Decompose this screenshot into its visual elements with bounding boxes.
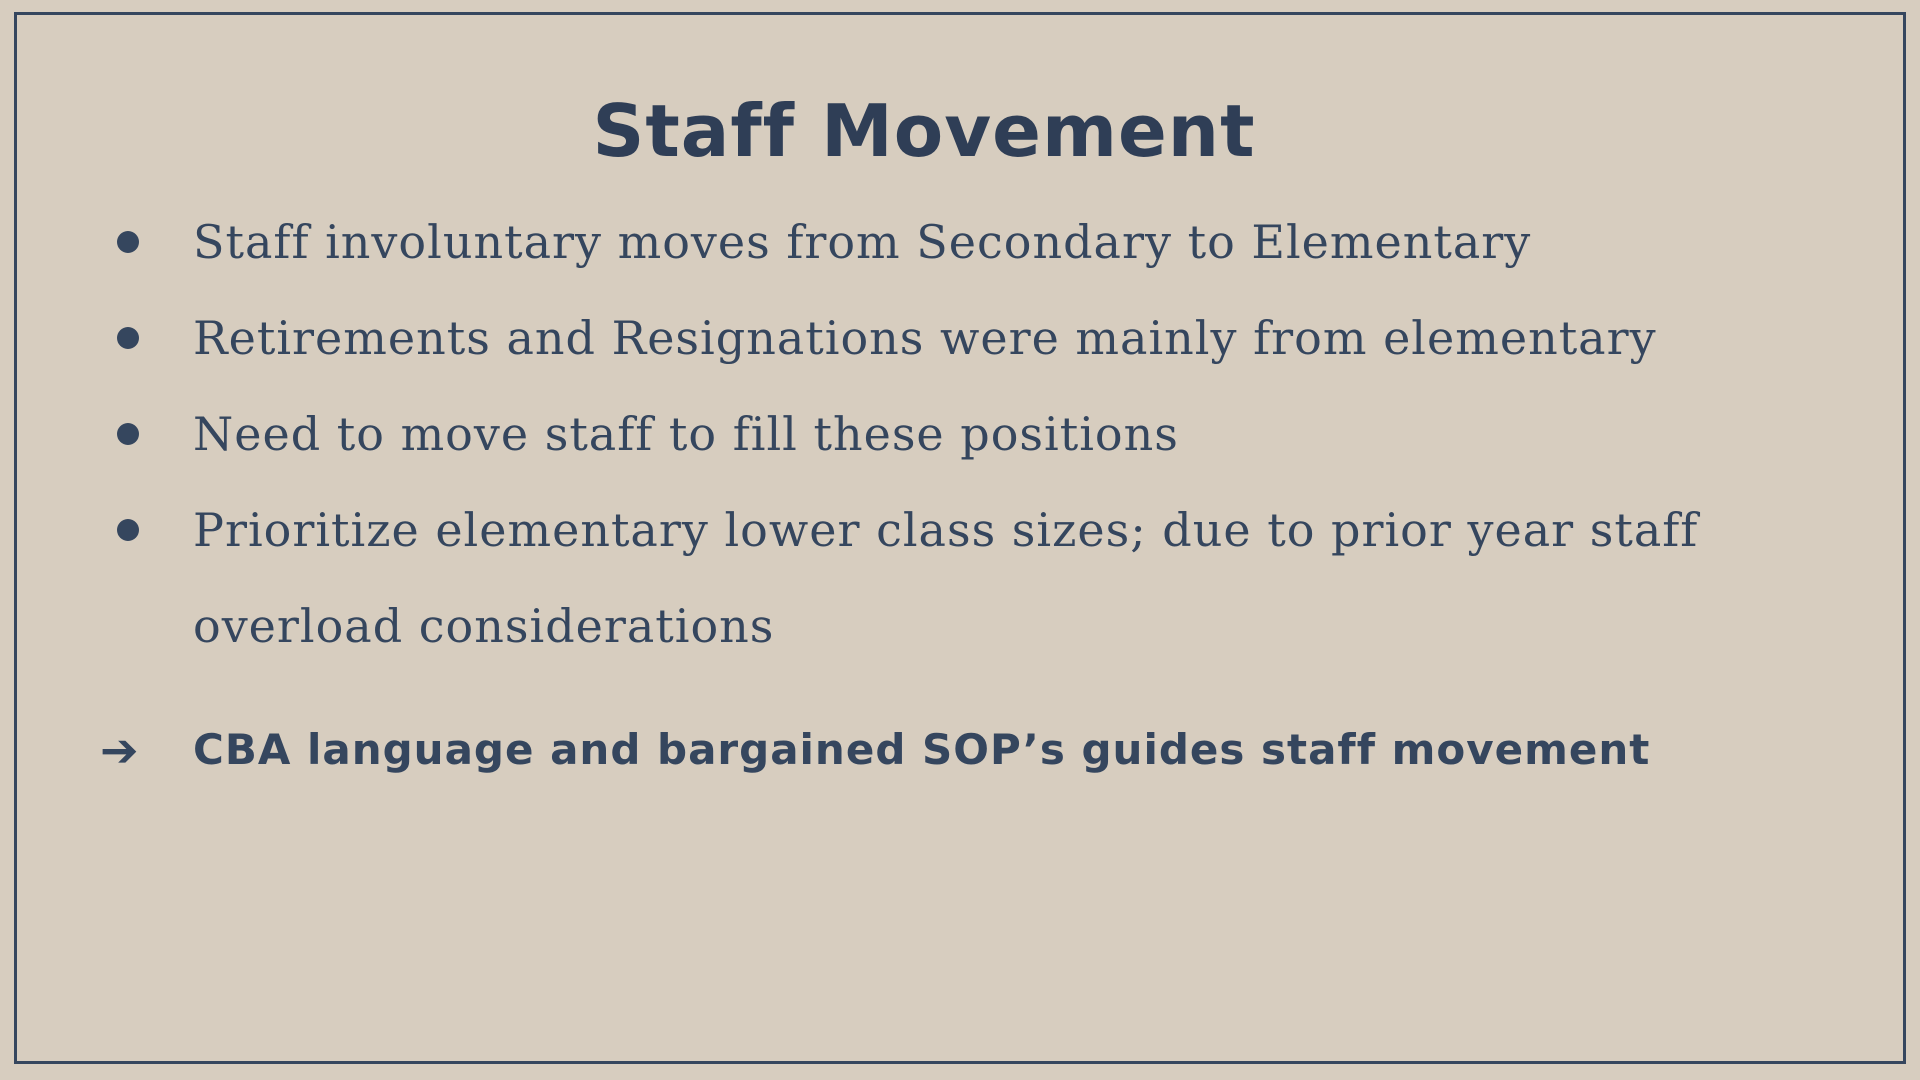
bullet-dot-icon [117, 423, 139, 445]
bullet-text: Need to move staff to fill these positions [193, 407, 1179, 461]
arrow-right-icon: ➔ [100, 723, 139, 777]
bullet-item [0, 386, 1920, 482]
bullet-item [0, 290, 1920, 386]
bullet-text: Prioritize elementary lower class sizes; due to prior year staff overload considerations [193, 503, 1699, 653]
bullet-text: Staff involuntary moves from Secondary to Elementary [193, 215, 1532, 269]
slide-title: Staff Movement [592, 89, 1256, 173]
bullet-item [0, 194, 1920, 290]
arrow-note-text: CBA language and bargained SOP’s guides staff movement [193, 725, 1651, 774]
bullet-text: Retirements and Resignations were mainly from elementary [193, 311, 1657, 365]
bullet-dot-icon [117, 519, 139, 541]
bullet-dot-icon [117, 327, 139, 349]
bullet-dot-icon [117, 231, 139, 253]
bullet-item [0, 482, 1920, 674]
